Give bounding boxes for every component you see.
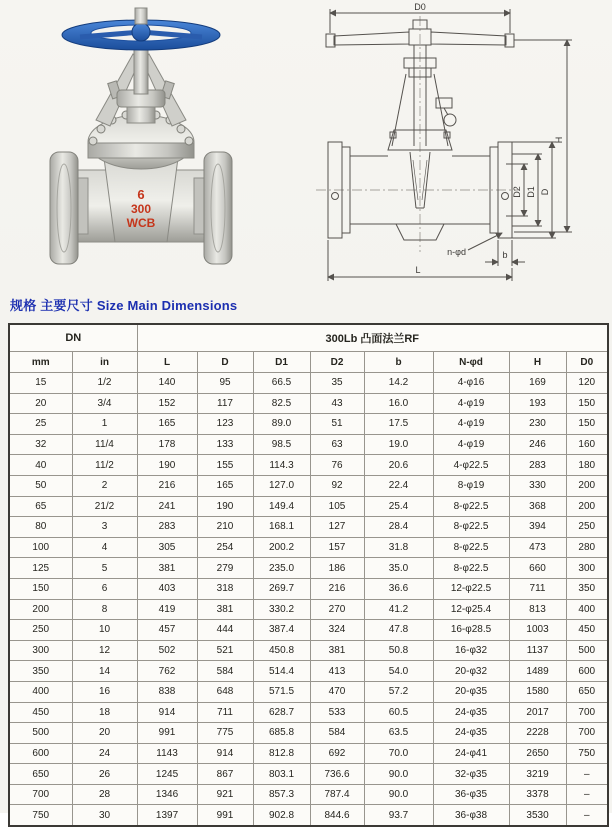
table-cell: 105 — [310, 496, 364, 517]
table-cell: 89.0 — [253, 414, 310, 435]
table-cell: 125 — [9, 558, 72, 579]
table-cell: 648 — [197, 681, 253, 702]
table-cell: 16.0 — [364, 393, 433, 414]
table-cell: 16-φ28.5 — [433, 620, 509, 641]
table-cell: 2650 — [509, 743, 566, 764]
wheel-arm-left — [334, 32, 409, 45]
table-cell: 1580 — [509, 681, 566, 702]
table-cell: 12-φ22.5 — [433, 578, 509, 599]
col-header-in: in — [72, 352, 137, 373]
table-row — [9, 640, 608, 661]
table-cell: 413 — [310, 661, 364, 682]
table-cell: 200 — [9, 599, 72, 620]
label-h: H — [554, 136, 564, 144]
table-row — [9, 455, 608, 476]
table-cell: 157 — [310, 537, 364, 558]
table-cell: 381 — [197, 599, 253, 620]
dimensions-table — [8, 323, 609, 827]
table-cell: 1346 — [137, 784, 197, 805]
table-row — [9, 578, 608, 599]
table-cell: 571.5 — [253, 681, 310, 702]
table-cell: 279 — [197, 558, 253, 579]
table-cell: 750 — [566, 743, 608, 764]
table-cell: 3530 — [509, 805, 566, 826]
table-cell: 50.8 — [364, 640, 433, 661]
table-cell: 803.1 — [253, 764, 310, 785]
table-cell: 12 — [72, 640, 137, 661]
section-heading: 规格 主要尺寸 Size Main Dimensions — [10, 298, 238, 313]
table-cell: 3378 — [509, 784, 566, 805]
col-header-N-d: N-φd — [433, 352, 509, 373]
table-cell: 57.2 — [364, 681, 433, 702]
table-cell: 650 — [9, 764, 72, 785]
bypass-boss — [436, 98, 452, 108]
table-cell: 165 — [197, 475, 253, 496]
table-cell: 521 — [197, 640, 253, 661]
table-cell: 750 — [9, 805, 72, 826]
label-d0: D0 — [414, 2, 426, 12]
table-row — [9, 373, 608, 394]
table-cell: 155 — [197, 455, 253, 476]
label-d: D — [540, 188, 550, 196]
bolt-hole-right — [502, 193, 509, 200]
table-cell: 318 — [197, 578, 253, 599]
table-cell: 600 — [9, 743, 72, 764]
table-cell: 10 — [72, 620, 137, 641]
table-cell: 24-φ35 — [433, 723, 509, 744]
table-cell: 63.5 — [364, 723, 433, 744]
table-cell: 90.0 — [364, 784, 433, 805]
table-cell: 76 — [310, 455, 364, 476]
table-cell: 812.8 — [253, 743, 310, 764]
table-cell: 400 — [566, 599, 608, 620]
yoke-leg-right — [434, 74, 448, 146]
table-cell: 22.4 — [364, 475, 433, 496]
table-cell: 169 — [509, 373, 566, 394]
table-cell: 8-φ19 — [433, 475, 509, 496]
table-column-header-row — [9, 352, 608, 373]
table-cell: 8-φ22.5 — [433, 496, 509, 517]
table-cell: 787.4 — [310, 784, 364, 805]
table-cell: 1/2 — [72, 373, 137, 394]
table-row — [9, 434, 608, 455]
table-cell: 2 — [72, 475, 137, 496]
table-cell: 32 — [9, 434, 72, 455]
table-cell: 127.0 — [253, 475, 310, 496]
col-header-D: D — [197, 352, 253, 373]
table-cell: 150 — [9, 578, 72, 599]
table-cell: 133 — [197, 434, 253, 455]
label-n-phi-d: n-φd — [447, 247, 466, 257]
table-cell: 28 — [72, 784, 137, 805]
table-row — [9, 784, 608, 805]
table-cell: 500 — [9, 723, 72, 744]
body-marking-size: 6 — [137, 187, 145, 202]
table-cell: – — [566, 805, 608, 826]
table-cell: 160 — [566, 434, 608, 455]
table-cell: 450 — [566, 620, 608, 641]
valve-photo — [38, 2, 246, 272]
table-cell: 93.7 — [364, 805, 433, 826]
table-row — [9, 681, 608, 702]
table-cell: 2017 — [509, 702, 566, 723]
table-cell: 190 — [137, 455, 197, 476]
table-cell: 762 — [137, 661, 197, 682]
table-cell: 4-φ16 — [433, 373, 509, 394]
table-row — [9, 764, 608, 785]
table-cell: 914 — [137, 702, 197, 723]
table-cell: 700 — [9, 784, 72, 805]
table-cell: 66.5 — [253, 373, 310, 394]
table-cell: 4-φ19 — [433, 393, 509, 414]
table-cell: 991 — [137, 723, 197, 744]
table-row — [9, 743, 608, 764]
table-cell: 98.5 — [253, 434, 310, 455]
table-cell: 193 — [509, 393, 566, 414]
table-cell: 628.7 — [253, 702, 310, 723]
table-cell: 4-φ19 — [433, 414, 509, 435]
right-flange — [204, 152, 232, 264]
n-phi-d-leader — [468, 233, 502, 250]
table-cell: 403 — [137, 578, 197, 599]
table-cell: 100 — [9, 537, 72, 558]
table-cell: 168.1 — [253, 517, 310, 538]
table-cell: 844.6 — [310, 805, 364, 826]
table-row — [9, 558, 608, 579]
table-cell: 324 — [310, 620, 364, 641]
table-cell: 6 — [72, 578, 137, 599]
table-cell: 381 — [310, 640, 364, 661]
table-cell: 3219 — [509, 764, 566, 785]
table-cell: 246 — [509, 434, 566, 455]
table-cell: 419 — [137, 599, 197, 620]
table-cell: 514.4 — [253, 661, 310, 682]
table-row — [9, 661, 608, 682]
table-cell: 700 — [566, 723, 608, 744]
table-cell: 1397 — [137, 805, 197, 826]
table-cell: 502 — [137, 640, 197, 661]
table-cell: 180 — [566, 455, 608, 476]
table-cell: 70.0 — [364, 743, 433, 764]
table-cell: 16 — [72, 681, 137, 702]
table-cell: 25 — [9, 414, 72, 435]
label-d1: D1 — [526, 186, 536, 198]
table-cell: 450.8 — [253, 640, 310, 661]
table-cell: 692 — [310, 743, 364, 764]
series-group-header: 300Lb 凸面法兰RF — [137, 324, 608, 352]
table-body — [9, 373, 608, 827]
table-cell: 20-φ35 — [433, 681, 509, 702]
table-cell: 857.3 — [253, 784, 310, 805]
table-cell: 63 — [310, 434, 364, 455]
table-cell: 270 — [310, 599, 364, 620]
table-cell: 19.0 — [364, 434, 433, 455]
table-cell: 305 — [137, 537, 197, 558]
table-cell: 700 — [566, 702, 608, 723]
table-cell: 660 — [509, 558, 566, 579]
table-cell: 30 — [72, 805, 137, 826]
table-cell: 230 — [509, 414, 566, 435]
table-cell: 381 — [137, 558, 197, 579]
table-cell: 140 — [137, 373, 197, 394]
table-cell: 36-φ38 — [433, 805, 509, 826]
table-cell: 150 — [566, 393, 608, 414]
col-header-b: b — [364, 352, 433, 373]
table-cell: 902.8 — [253, 805, 310, 826]
table-cell: 90.0 — [364, 764, 433, 785]
table-cell: 200 — [566, 475, 608, 496]
table-cell: 50 — [9, 475, 72, 496]
table-cell: 43 — [310, 393, 364, 414]
table-row — [9, 496, 608, 517]
table-cell: 8-φ22.5 — [433, 558, 509, 579]
table-cell: 500 — [566, 640, 608, 661]
table-cell: 350 — [566, 578, 608, 599]
table-cell: 20-φ32 — [433, 661, 509, 682]
table-cell: 216 — [137, 475, 197, 496]
table-cell: 40 — [9, 455, 72, 476]
wheel-arm-right — [431, 32, 506, 45]
table-cell: 65 — [9, 496, 72, 517]
label-d2: D2 — [512, 186, 522, 198]
table-cell: 28.4 — [364, 517, 433, 538]
table-cell: 838 — [137, 681, 197, 702]
col-header-mm: mm — [9, 352, 72, 373]
table-cell: 200 — [566, 496, 608, 517]
table-cell: 14 — [72, 661, 137, 682]
table-cell: 41.2 — [364, 599, 433, 620]
table-cell: 254 — [197, 537, 253, 558]
label-b: b — [502, 250, 508, 260]
table-cell: 80 — [9, 517, 72, 538]
packing-boss — [127, 107, 155, 123]
table-cell: 114.3 — [253, 455, 310, 476]
table-cell: 18 — [72, 702, 137, 723]
table-cell: 241 — [137, 496, 197, 517]
table-cell: 387.4 — [253, 620, 310, 641]
table-cell: 584 — [197, 661, 253, 682]
stem-top-nub — [135, 8, 147, 24]
table-cell: 457 — [137, 620, 197, 641]
table-cell: 867 — [197, 764, 253, 785]
table-cell: 31.8 — [364, 537, 433, 558]
table-cell: 300 — [9, 640, 72, 661]
table-cell: 711 — [509, 578, 566, 599]
table-cell: 82.5 — [253, 393, 310, 414]
table-cell: 330.2 — [253, 599, 310, 620]
table-cell: 4 — [72, 537, 137, 558]
table-cell: 60.5 — [364, 702, 433, 723]
table-cell: 2228 — [509, 723, 566, 744]
dn-group-header: DN — [9, 324, 137, 352]
table-cell: 600 — [566, 661, 608, 682]
table-cell: 25.4 — [364, 496, 433, 517]
table-cell: – — [566, 764, 608, 785]
table-cell: 24-φ41 — [433, 743, 509, 764]
table-cell: 216 — [310, 578, 364, 599]
table-cell: 127 — [310, 517, 364, 538]
table-cell: 120 — [566, 373, 608, 394]
table-cell: 269.7 — [253, 578, 310, 599]
table-cell: 92 — [310, 475, 364, 496]
table-cell: 250 — [9, 620, 72, 641]
table-cell: 584 — [310, 723, 364, 744]
table-cell: 20.6 — [364, 455, 433, 476]
table-cell: 178 — [137, 434, 197, 455]
table-cell: 685.8 — [253, 723, 310, 744]
table-cell: 123 — [197, 414, 253, 435]
table-cell: 283 — [509, 455, 566, 476]
col-header-D1: D1 — [253, 352, 310, 373]
table-cell: 26 — [72, 764, 137, 785]
table-cell: 473 — [509, 537, 566, 558]
left-flange — [50, 152, 78, 264]
table-cell: 165 — [137, 414, 197, 435]
table-cell: 16-φ32 — [433, 640, 509, 661]
table-cell: 1143 — [137, 743, 197, 764]
table-cell: 470 — [310, 681, 364, 702]
table-cell: 5 — [72, 558, 137, 579]
body-marking-class: 300 — [130, 202, 152, 216]
table-cell: 444 — [197, 620, 253, 641]
col-header-D2: D2 — [310, 352, 364, 373]
body-marking-material: WCB — [126, 216, 156, 230]
table-cell: 250 — [566, 517, 608, 538]
table-cell: 330 — [509, 475, 566, 496]
table-cell: 300 — [566, 558, 608, 579]
table-cell: 36-φ35 — [433, 784, 509, 805]
table-cell: 20 — [72, 723, 137, 744]
table-cell: 149.4 — [253, 496, 310, 517]
table-cell: 35.0 — [364, 558, 433, 579]
table-cell: 235.0 — [253, 558, 310, 579]
table-cell: 200.2 — [253, 537, 310, 558]
table-cell: 21/2 — [72, 496, 137, 517]
table-cell: 152 — [137, 393, 197, 414]
table-cell: 117 — [197, 393, 253, 414]
table-cell: 17.5 — [364, 414, 433, 435]
table-cell: 1489 — [509, 661, 566, 682]
table-row — [9, 517, 608, 538]
table-cell: 11/2 — [72, 455, 137, 476]
col-header-D0: D0 — [566, 352, 608, 373]
table-cell: 15 — [9, 373, 72, 394]
table-cell: 11/4 — [72, 434, 137, 455]
table-row — [9, 393, 608, 414]
table-cell: 400 — [9, 681, 72, 702]
table-cell: 8 — [72, 599, 137, 620]
bypass-wheel — [444, 114, 456, 126]
table-cell: 24 — [72, 743, 137, 764]
table-cell: 186 — [310, 558, 364, 579]
table-cell: 368 — [509, 496, 566, 517]
table-cell: 12-φ25.4 — [433, 599, 509, 620]
table-row — [9, 805, 608, 826]
table-cell: 991 — [197, 805, 253, 826]
table-group-header-row — [9, 324, 608, 352]
table-cell: 711 — [197, 702, 253, 723]
table-cell: 8-φ22.5 — [433, 537, 509, 558]
table-cell: 3/4 — [72, 393, 137, 414]
table-cell: 1245 — [137, 764, 197, 785]
table-row — [9, 414, 608, 435]
table-cell: 813 — [509, 599, 566, 620]
table-cell: 8-φ22.5 — [433, 517, 509, 538]
table-cell: 283 — [137, 517, 197, 538]
table-cell: 736.6 — [310, 764, 364, 785]
table-cell: 650 — [566, 681, 608, 702]
table-row — [9, 537, 608, 558]
table-row — [9, 599, 608, 620]
table-row — [9, 475, 608, 496]
bolt-hole-left — [332, 193, 339, 200]
table-row — [9, 702, 608, 723]
table-cell: 14.2 — [364, 373, 433, 394]
table-cell: 921 — [197, 784, 253, 805]
table-cell: 3 — [72, 517, 137, 538]
table-cell: 35 — [310, 373, 364, 394]
col-header-L: L — [137, 352, 197, 373]
valve-technical-drawing — [300, 0, 606, 292]
table-cell: 533 — [310, 702, 364, 723]
table-cell: 775 — [197, 723, 253, 744]
table-cell: 36.6 — [364, 578, 433, 599]
table-cell: 47.8 — [364, 620, 433, 641]
table-cell: 1003 — [509, 620, 566, 641]
label-l: L — [415, 265, 421, 275]
table-cell: 51 — [310, 414, 364, 435]
table-cell: 4-φ19 — [433, 434, 509, 455]
bonnet-flange — [88, 143, 194, 158]
table-cell: – — [566, 784, 608, 805]
table-cell: 394 — [509, 517, 566, 538]
table-cell: 450 — [9, 702, 72, 723]
table-cell: 280 — [566, 537, 608, 558]
table-cell: 54.0 — [364, 661, 433, 682]
table-cell: 1 — [72, 414, 137, 435]
table-row — [9, 620, 608, 641]
yoke-leg-left — [392, 74, 406, 146]
table-cell: 150 — [566, 414, 608, 435]
table-cell: 1137 — [509, 640, 566, 661]
table-cell: 24-φ35 — [433, 702, 509, 723]
table-cell: 4-φ22.5 — [433, 455, 509, 476]
table-cell: 95 — [197, 373, 253, 394]
col-header-H: H — [509, 352, 566, 373]
table-cell: 20 — [9, 393, 72, 414]
table-cell: 190 — [197, 496, 253, 517]
table-row — [9, 723, 608, 744]
handwheel-hub — [132, 23, 150, 41]
table-cell: 350 — [9, 661, 72, 682]
table-cell: 210 — [197, 517, 253, 538]
table-cell: 914 — [197, 743, 253, 764]
table-cell: 32-φ35 — [433, 764, 509, 785]
